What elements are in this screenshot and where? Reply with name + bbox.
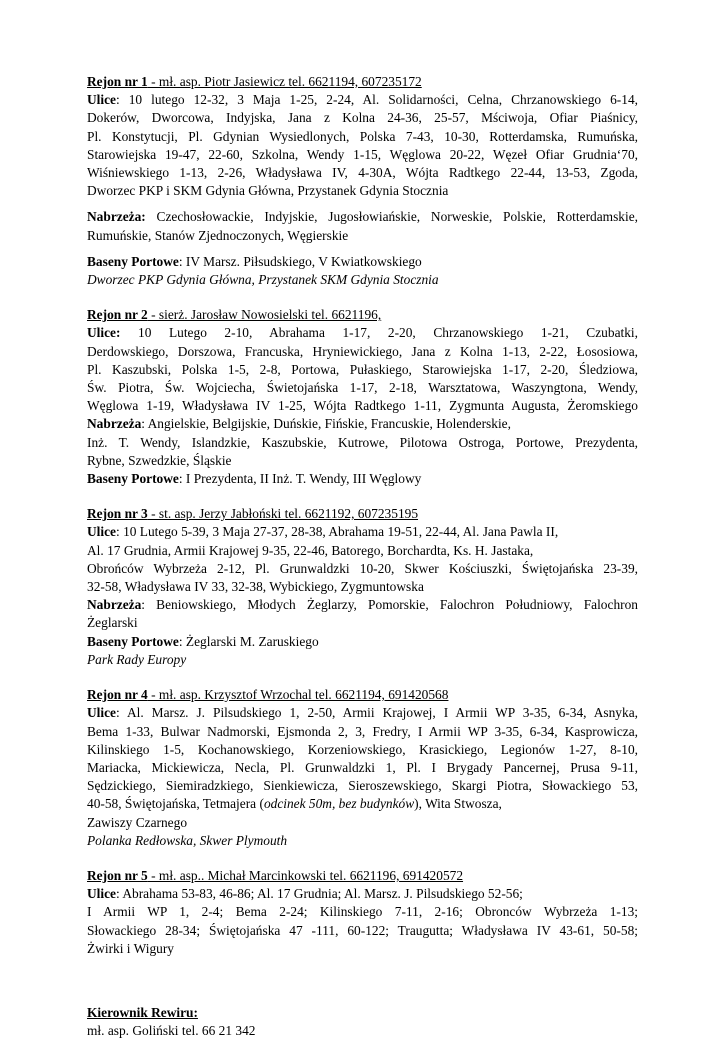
rejon-5-ulice-line: Słowackiego 28-34; Świętojańska 47 -111, 60-122; Traugutta; Władysława IV 43-61, 50-58; [87, 922, 638, 938]
rejon-3-ulice-line: 32-58, Władysława IV 33, 32-38, Wybickiego, Zygmuntowska [87, 579, 424, 595]
rejon-1-landmarks: Dworzec PKP Gdynia Główna, Przystanek SKM Gdynia Stocznia [87, 272, 439, 288]
rejon-2-nabrzeza-label: Nabrzeża [87, 416, 142, 432]
rejon-3-ulice-line: Al. 17 Grudnia, Armii Krajowej 9-35, 22-46, Batorego, Borchardta, Ks. H. Jastaka, [87, 542, 534, 558]
rejon-4-heading: Rejon nr 4 [87, 687, 148, 703]
rejon-1-ulice-line: Dworzec PKP i SKM Gdynia Główna, Przystanek Gdynia Stocznia [87, 183, 449, 199]
rejon-1-nabrzeza-label: Nabrzeża: [87, 209, 146, 225]
rejon-1-ulice-line: Dokerów, Dworcowa, Indyjska, Jana z Kolna 24-36, 25-57, Mściwoja, Ofiar Piaśnicy, [87, 110, 638, 126]
rejon-3-landmarks: Park Rady Europy [87, 651, 187, 667]
rejon-3-nabrzeza-label: Nabrzeża [87, 597, 142, 613]
rejon-4-header [87, 686, 638, 704]
rejon-4-ulice-line: Ulice: Al. Marsz. J. Pilsudskiego 1, 2-50, Armii Krajowej, I Armii WP 3-35, 6-34, Asnyka, [87, 705, 638, 721]
rejon-4-officer: - mł. asp. Krzysztof Wrzochal tel. 6621194, 691420568 [147, 687, 449, 703]
rejon-1-ulice-line: Starowiejska 19-47, 22-60, Szkolna, Wendy 1-15, Węglowa 20-22, Węzeł Ofiar Grudnia‘70, [87, 146, 638, 162]
rejon-4-ulice-line: Sędzickiego, Siemiradzkiego, Sienkiewicza, Sieroszewskiego, Skargi Piotra, Słowackiego 53, [87, 778, 638, 794]
rejon-1-ulice-line: Wiśniewskiego 1-13, 2-26, Władysława IV, 4-30A, Wójta Radtkego 22-44, 13-53, Zgoda, [87, 165, 638, 181]
rejon-2-ulice-line: Św. Piotra, Św. Wojciecha, Świetojańska 1-17, 2-18, Warsztatowa, Waszyngtona, Wendy, [87, 380, 638, 396]
rejon-5-heading: Rejon nr 5 [87, 867, 148, 883]
rejon-2-baseny-label: Baseny Portowe [87, 471, 179, 487]
rejon-2-officer: - sierż. Jarosław Nowosielski tel. 6621196, [147, 307, 382, 323]
rejon-4-ulice-line: Bema 1-33, Bulwar Nadmorski, Ejsmonda 2, 3, Fredry, I Armii WP 3-35, 6-34, Kasprowicza, [87, 723, 638, 739]
rejon-5-header [87, 867, 638, 885]
rejon-3-ulice-label: Ulice [87, 524, 116, 540]
rejon-3-heading: Rejon nr 3 [87, 506, 148, 522]
rejon-3-nabrzeza-line: Żeglarski [87, 615, 138, 631]
rejon-3-baseny: Baseny Portowe: Żeglarski M. Zaruskiego [87, 633, 319, 649]
rejon-2-nabrzeza-line: Nabrzeża: Angielskie, Belgijskie, Duńskie, Fińskie, Francuskie, Holenderskie, [87, 416, 511, 432]
rejon-3-ulice-line: Ulice: 10 Lutego 5-39, 3 Maja 27-37, 28-38, Abrahama 19-51, 22-44, Al. Jana Pawla II, [87, 524, 559, 540]
rejon-1-baseny: Baseny Portowe: IV Marsz. Piłsudskiego, V Kwiatkowskiego [87, 253, 422, 269]
rejon-5-ulice-label: Ulice [87, 886, 116, 902]
rejon-2-nabrzeza-line: Inż. T. Wendy, Islandzkie, Kaszubskie, Kutrowe, Pilotowa Ostroga, Portowe, Prezydenta, [87, 434, 638, 450]
rejon-4-ulice-line: 40-58, Świętojańska, Tetmajera (odcinek 50m, bez budynków), Wita Stwosza, [87, 796, 502, 812]
footer-contact: mł. asp. Goliński tel. 66 21 342 [87, 1023, 256, 1039]
rejon-4-landmarks: Polanka Redłowska, Skwer Plymouth [87, 832, 288, 848]
rejon-1-nabrzeza-line: Rumuńskie, Stanów Zjednoczonych, Węgierskie [87, 227, 349, 243]
rejon-3-baseny-label: Baseny Portowe [87, 633, 179, 649]
rejon-1-heading: Rejon nr 1 [87, 74, 148, 89]
rejon-3-officer: - st. asp. Jerzy Jabłoński tel. 6621192, 607235195 [147, 506, 419, 522]
rejon-4-ulice-line: Zawiszy Czarnego [87, 814, 188, 830]
rejon-3-nabrzeza-line: Nabrzeża: Beniowskiego, Młodych Żeglarzy, Pomorskie, Falochron Południowy, Falochron [87, 597, 638, 613]
rejon-4-ulice-line: Mariacka, Mickiewicza, Necla, Pl. Grunwaldzki 1, Pl. I Brygady Pancernej, Prusa 9-11, [87, 759, 638, 775]
rejon-3-ulice-line: Obrońców Wybrzeża 2-12, Pl. Grunwaldzki 10-20, Skwer Kościuszki, Świętojańska 23-39, [87, 560, 638, 576]
rejon-2-nabrzeza-line: Rybne, Szwedzkie, Śląskie [87, 452, 232, 468]
rejon-4-ulice-line: Kilinskiego 1-5, Kochanowskiego, Korzeniowskiego, Krasickiego, Legionów 1-27, 8-10, [87, 741, 638, 757]
rejon-1-baseny-label: Baseny Portowe [87, 253, 179, 269]
rejon-5-ulice-line: Ulice: Abrahama 53-83, 46-86; Al. 17 Grudnia; Al. Marsz. J. Pilsudskiego 52-56; [87, 886, 523, 902]
rejon-1-nabrzeza-line: Nabrzeża: Czechosłowackie, Indyjskie, Jugosłowiańskie, Norweskie, Polskie, Rotterdamskie, [87, 209, 638, 225]
rejon-4-ulice-label: Ulice [87, 705, 116, 721]
rejon-2-ulice-line: Węglowa 1-19, Władysława IV 1-25, Wójta Radtkego 1-11, Zygmunta Augusta, Żeromskiego [87, 398, 638, 414]
footer-heading: Kierownik Rewiru: [87, 1004, 198, 1020]
rejon-2-ulice-label: Ulice: [87, 325, 121, 341]
rejon-5-ulice-line: Żwirki i Wigury [87, 940, 174, 956]
rejon-2-header [87, 306, 638, 324]
rejon-2-ulice-line: Derdowskiego, Dorszowa, Francuska, Hryniewickiego, Jana z Kolna 1-13, 2-22, Łososiowa, [87, 343, 638, 359]
rejon-1-header [87, 73, 638, 91]
rejon-5-officer: - mł. asp.. Michał Marcinkowski tel. 6621196, 691420572 [147, 867, 464, 883]
rejon-1-ulice-line: Ulice: 10 lutego 12-32, 3 Maja 1-25, 2-24, Al. Solidarności, Celna, Chrzanowskiego 6-14, [87, 92, 638, 108]
rejon-2-ulice-line: Pl. Kaszubski, Polska 1-5, 2-8, Portowa, Pułaskiego, Starowiejska 1-17, 2-20, Śledziowa, [87, 361, 638, 377]
rejon-1-ulice-line: Pl. Konstytucji, Pl. Gdynian Wysiedlonych, Polska 7-43, 10-30, Rotterdamska, Rumuńska, [87, 128, 638, 144]
rejon-2-ulice-line: Ulice: 10 Lutego 2-10, Abrahama 1-17, 2-20, Chrzanowskiego 1-21, Czubatki, [87, 325, 638, 341]
rejon-1-ulice-label: Ulice [87, 92, 116, 108]
rejon-3-header [87, 505, 638, 523]
rejon-2-baseny: Baseny Portowe: I Prezydenta, II Inż. T. Wendy, III Węglowy [87, 471, 422, 487]
rejon-1-officer: - mł. asp. Piotr Jasiewicz tel. 6621194, 607235172 [147, 74, 422, 89]
rejon-2-heading: Rejon nr 2 [87, 307, 148, 323]
rejon-5-ulice-line: I Armii WP 1, 2-4; Bema 2-24; Kilinskiego 7-11, 2-16; Obronców Wybrzeża 1-13; [87, 904, 638, 920]
document-body [87, 73, 638, 1040]
